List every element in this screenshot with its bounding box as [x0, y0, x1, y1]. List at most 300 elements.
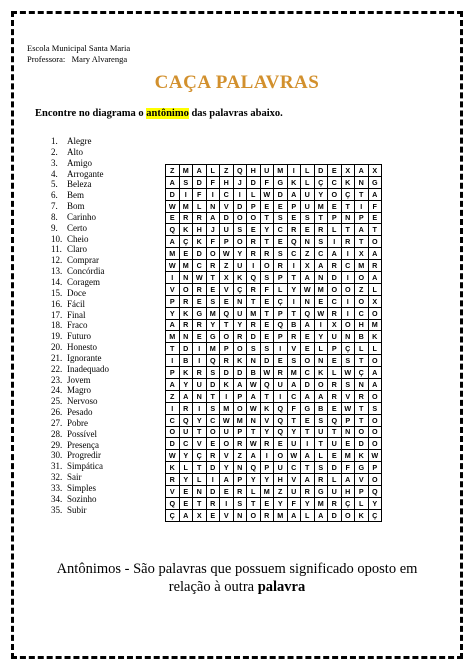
- grid-cell[interactable]: P: [355, 486, 369, 498]
- grid-cell[interactable]: N: [179, 272, 193, 284]
- grid-cell[interactable]: R: [274, 260, 288, 272]
- grid-cell[interactable]: A: [247, 450, 261, 462]
- grid-cell[interactable]: K: [179, 367, 193, 379]
- grid-cell[interactable]: E: [328, 355, 342, 367]
- grid-cell[interactable]: N: [341, 331, 355, 343]
- grid-cell[interactable]: H: [274, 474, 288, 486]
- grid-cell[interactable]: P: [166, 367, 180, 379]
- grid-cell[interactable]: C: [193, 260, 207, 272]
- grid-cell[interactable]: B: [247, 367, 261, 379]
- grid-cell[interactable]: W: [247, 379, 261, 391]
- grid-cell[interactable]: R: [233, 438, 247, 450]
- grid-cell[interactable]: O: [341, 509, 355, 521]
- grid-cell[interactable]: Ç: [341, 343, 355, 355]
- grid-cell[interactable]: A: [368, 248, 382, 260]
- grid-cell[interactable]: A: [287, 188, 301, 200]
- grid-cell[interactable]: M: [314, 200, 328, 212]
- grid-cell[interactable]: Y: [247, 474, 261, 486]
- grid-cell[interactable]: O: [355, 426, 369, 438]
- grid-cell[interactable]: N: [314, 355, 328, 367]
- grid-cell[interactable]: E: [314, 295, 328, 307]
- grid-cell[interactable]: R: [260, 248, 274, 260]
- grid-cell[interactable]: Z: [233, 450, 247, 462]
- grid-cell[interactable]: D: [274, 188, 288, 200]
- grid-cell[interactable]: R: [328, 260, 342, 272]
- grid-cell[interactable]: U: [179, 426, 193, 438]
- grid-cell[interactable]: I: [233, 188, 247, 200]
- grid-cell[interactable]: T: [314, 212, 328, 224]
- grid-cell[interactable]: Y: [179, 450, 193, 462]
- grid-cell[interactable]: A: [355, 165, 369, 177]
- grid-cell[interactable]: D: [206, 486, 220, 498]
- grid-cell[interactable]: A: [287, 509, 301, 521]
- grid-cell[interactable]: R: [220, 355, 234, 367]
- grid-cell[interactable]: P: [233, 474, 247, 486]
- grid-cell[interactable]: P: [287, 200, 301, 212]
- grid-cell[interactable]: V: [355, 474, 369, 486]
- grid-cell[interactable]: C: [220, 188, 234, 200]
- grid-cell[interactable]: Ç: [274, 295, 288, 307]
- grid-cell[interactable]: R: [314, 474, 328, 486]
- grid-cell[interactable]: O: [368, 236, 382, 248]
- grid-cell[interactable]: Y: [314, 331, 328, 343]
- grid-cell[interactable]: A: [328, 248, 342, 260]
- grid-cell[interactable]: D: [247, 176, 261, 188]
- grid-cell[interactable]: M: [287, 367, 301, 379]
- grid-cell[interactable]: A: [314, 509, 328, 521]
- grid-cell[interactable]: T: [368, 224, 382, 236]
- grid-cell[interactable]: E: [301, 414, 315, 426]
- grid-cell[interactable]: I: [247, 260, 261, 272]
- grid-cell[interactable]: K: [233, 272, 247, 284]
- grid-cell[interactable]: F: [206, 176, 220, 188]
- grid-cell[interactable]: T: [260, 212, 274, 224]
- grid-cell[interactable]: O: [328, 283, 342, 295]
- grid-cell[interactable]: B: [355, 331, 369, 343]
- grid-cell[interactable]: Z: [166, 390, 180, 402]
- grid-cell[interactable]: S: [179, 176, 193, 188]
- grid-cell[interactable]: D: [179, 343, 193, 355]
- grid-cell[interactable]: A: [301, 272, 315, 284]
- grid-cell[interactable]: O: [355, 295, 369, 307]
- grid-cell[interactable]: E: [274, 438, 288, 450]
- grid-cell[interactable]: R: [274, 367, 288, 379]
- grid-cell[interactable]: Ç: [193, 450, 207, 462]
- grid-cell[interactable]: Y: [233, 248, 247, 260]
- grid-cell[interactable]: G: [193, 307, 207, 319]
- grid-cell[interactable]: I: [355, 200, 369, 212]
- grid-cell[interactable]: O: [355, 272, 369, 284]
- grid-cell[interactable]: O: [166, 426, 180, 438]
- grid-cell[interactable]: Y: [287, 283, 301, 295]
- grid-cell[interactable]: I: [287, 295, 301, 307]
- grid-cell[interactable]: U: [301, 200, 315, 212]
- grid-cell[interactable]: T: [193, 426, 207, 438]
- grid-cell[interactable]: K: [355, 509, 369, 521]
- grid-cell[interactable]: C: [287, 390, 301, 402]
- grid-cell[interactable]: C: [328, 295, 342, 307]
- grid-cell[interactable]: O: [368, 474, 382, 486]
- grid-cell[interactable]: Q: [274, 414, 288, 426]
- grid-cell[interactable]: E: [206, 509, 220, 521]
- grid-cell[interactable]: M: [166, 331, 180, 343]
- grid-cell[interactable]: P: [220, 343, 234, 355]
- grid-cell[interactable]: W: [368, 450, 382, 462]
- grid-cell[interactable]: X: [368, 295, 382, 307]
- grid-cell[interactable]: A: [166, 379, 180, 391]
- grid-cell[interactable]: L: [328, 224, 342, 236]
- grid-cell[interactable]: K: [314, 367, 328, 379]
- grid-cell[interactable]: D: [301, 379, 315, 391]
- grid-cell[interactable]: U: [328, 486, 342, 498]
- grid-cell[interactable]: L: [193, 474, 207, 486]
- grid-cell[interactable]: S: [301, 212, 315, 224]
- grid-cell[interactable]: N: [355, 379, 369, 391]
- grid-cell[interactable]: C: [287, 248, 301, 260]
- grid-cell[interactable]: E: [328, 165, 342, 177]
- grid-cell[interactable]: E: [301, 224, 315, 236]
- grid-cell[interactable]: D: [193, 176, 207, 188]
- grid-cell[interactable]: R: [206, 260, 220, 272]
- grid-cell[interactable]: I: [166, 355, 180, 367]
- grid-cell[interactable]: Ç: [368, 509, 382, 521]
- grid-cell[interactable]: Y: [233, 319, 247, 331]
- grid-cell[interactable]: I: [328, 236, 342, 248]
- grid-cell[interactable]: E: [368, 212, 382, 224]
- grid-cell[interactable]: F: [260, 283, 274, 295]
- grid-cell[interactable]: A: [287, 379, 301, 391]
- grid-cell[interactable]: A: [193, 165, 207, 177]
- grid-cell[interactable]: P: [233, 390, 247, 402]
- grid-cell[interactable]: R: [179, 212, 193, 224]
- grid-cell[interactable]: U: [274, 462, 288, 474]
- grid-cell[interactable]: Y: [179, 474, 193, 486]
- grid-cell[interactable]: A: [166, 319, 180, 331]
- grid-cell[interactable]: M: [179, 200, 193, 212]
- grid-cell[interactable]: X: [328, 319, 342, 331]
- grid-cell[interactable]: S: [314, 414, 328, 426]
- grid-cell[interactable]: A: [233, 379, 247, 391]
- grid-cell[interactable]: O: [368, 438, 382, 450]
- grid-cell[interactable]: I: [193, 343, 207, 355]
- grid-cell[interactable]: B: [314, 402, 328, 414]
- grid-cell[interactable]: R: [206, 450, 220, 462]
- grid-cell[interactable]: R: [193, 283, 207, 295]
- grid-cell[interactable]: M: [314, 497, 328, 509]
- grid-cell[interactable]: D: [328, 509, 342, 521]
- grid-cell[interactable]: V: [220, 283, 234, 295]
- grid-cell[interactable]: M: [233, 414, 247, 426]
- grid-cell[interactable]: K: [260, 402, 274, 414]
- grid-cell[interactable]: H: [220, 176, 234, 188]
- grid-cell[interactable]: E: [260, 295, 274, 307]
- grid-cell[interactable]: W: [247, 402, 261, 414]
- grid-cell[interactable]: I: [274, 343, 288, 355]
- grid-cell[interactable]: O: [341, 283, 355, 295]
- grid-cell[interactable]: E: [274, 200, 288, 212]
- grid-cell[interactable]: R: [328, 307, 342, 319]
- grid-cell[interactable]: X: [341, 165, 355, 177]
- grid-cell[interactable]: S: [274, 248, 288, 260]
- grid-cell[interactable]: S: [247, 343, 261, 355]
- grid-cell[interactable]: Z: [166, 165, 180, 177]
- grid-cell[interactable]: T: [247, 497, 261, 509]
- grid-cell[interactable]: T: [193, 497, 207, 509]
- grid-cell[interactable]: G: [314, 486, 328, 498]
- grid-cell[interactable]: Y: [260, 474, 274, 486]
- grid-cell[interactable]: W: [247, 438, 261, 450]
- grid-cell[interactable]: E: [260, 200, 274, 212]
- grid-cell[interactable]: I: [220, 497, 234, 509]
- grid-cell[interactable]: Q: [166, 497, 180, 509]
- grid-cell[interactable]: M: [368, 319, 382, 331]
- grid-cell[interactable]: P: [328, 343, 342, 355]
- grid-cell[interactable]: V: [260, 414, 274, 426]
- grid-cell[interactable]: Q: [166, 224, 180, 236]
- grid-cell[interactable]: L: [247, 188, 261, 200]
- grid-cell[interactable]: S: [206, 367, 220, 379]
- grid-cell[interactable]: Y: [206, 319, 220, 331]
- grid-cell[interactable]: N: [233, 295, 247, 307]
- grid-cell[interactable]: U: [274, 379, 288, 391]
- grid-cell[interactable]: D: [260, 355, 274, 367]
- grid-cell[interactable]: Z: [274, 486, 288, 498]
- grid-cell[interactable]: X: [355, 248, 369, 260]
- grid-cell[interactable]: T: [260, 236, 274, 248]
- grid-cell[interactable]: M: [166, 248, 180, 260]
- grid-cell[interactable]: G: [355, 462, 369, 474]
- grid-cell[interactable]: A: [368, 367, 382, 379]
- grid-cell[interactable]: W: [341, 402, 355, 414]
- grid-cell[interactable]: T: [328, 426, 342, 438]
- grid-cell[interactable]: I: [220, 390, 234, 402]
- grid-cell[interactable]: U: [287, 438, 301, 450]
- grid-cell[interactable]: Y: [260, 426, 274, 438]
- grid-cell[interactable]: Y: [274, 497, 288, 509]
- grid-cell[interactable]: Ç: [355, 367, 369, 379]
- grid-cell[interactable]: M: [260, 486, 274, 498]
- grid-cell[interactable]: N: [179, 331, 193, 343]
- grid-cell[interactable]: Ç: [166, 509, 180, 521]
- grid-cell[interactable]: V: [193, 438, 207, 450]
- grid-cell[interactable]: I: [341, 272, 355, 284]
- grid-cell[interactable]: S: [206, 295, 220, 307]
- grid-cell[interactable]: C: [301, 367, 315, 379]
- grid-cell[interactable]: A: [355, 224, 369, 236]
- grid-cell[interactable]: T: [166, 343, 180, 355]
- grid-cell[interactable]: U: [328, 438, 342, 450]
- grid-cell[interactable]: N: [247, 414, 261, 426]
- grid-cell[interactable]: O: [274, 450, 288, 462]
- grid-cell[interactable]: T: [287, 272, 301, 284]
- grid-cell[interactable]: D: [328, 272, 342, 284]
- grid-cell[interactable]: O: [206, 426, 220, 438]
- grid-cell[interactable]: D: [220, 367, 234, 379]
- grid-cell[interactable]: E: [220, 486, 234, 498]
- grid-cell[interactable]: Y: [166, 307, 180, 319]
- grid-cell[interactable]: R: [179, 319, 193, 331]
- grid-cell[interactable]: T: [314, 438, 328, 450]
- grid-cell[interactable]: P: [274, 331, 288, 343]
- grid-cell[interactable]: R: [328, 497, 342, 509]
- grid-cell[interactable]: X: [193, 509, 207, 521]
- grid-cell[interactable]: I: [274, 390, 288, 402]
- grid-cell[interactable]: E: [274, 355, 288, 367]
- grid-cell[interactable]: T: [206, 390, 220, 402]
- grid-cell[interactable]: W: [314, 307, 328, 319]
- grid-cell[interactable]: Q: [260, 379, 274, 391]
- grid-cell[interactable]: C: [355, 307, 369, 319]
- grid-cell[interactable]: R: [287, 331, 301, 343]
- grid-cell[interactable]: K: [233, 355, 247, 367]
- grid-cell[interactable]: Y: [193, 414, 207, 426]
- grid-cell[interactable]: R: [341, 236, 355, 248]
- grid-cell[interactable]: T: [247, 426, 261, 438]
- grid-cell[interactable]: R: [260, 438, 274, 450]
- grid-cell[interactable]: W: [193, 272, 207, 284]
- grid-cell[interactable]: Ç: [341, 497, 355, 509]
- grid-cell[interactable]: E: [260, 319, 274, 331]
- grid-cell[interactable]: I: [206, 188, 220, 200]
- grid-cell[interactable]: L: [193, 200, 207, 212]
- grid-cell[interactable]: R: [206, 497, 220, 509]
- grid-cell[interactable]: O: [368, 355, 382, 367]
- grid-cell[interactable]: Z: [220, 260, 234, 272]
- grid-cell[interactable]: W: [220, 248, 234, 260]
- grid-cell[interactable]: A: [368, 272, 382, 284]
- grid-cell[interactable]: U: [193, 379, 207, 391]
- grid-cell[interactable]: W: [166, 200, 180, 212]
- grid-cell[interactable]: S: [260, 343, 274, 355]
- grid-cell[interactable]: D: [166, 188, 180, 200]
- grid-cell[interactable]: S: [314, 462, 328, 474]
- grid-cell[interactable]: O: [368, 414, 382, 426]
- grid-cell[interactable]: R: [166, 474, 180, 486]
- grid-cell[interactable]: I: [193, 402, 207, 414]
- grid-cell[interactable]: P: [274, 272, 288, 284]
- grid-cell[interactable]: R: [193, 212, 207, 224]
- grid-cell[interactable]: O: [206, 248, 220, 260]
- grid-cell[interactable]: T: [355, 414, 369, 426]
- grid-cell[interactable]: F: [287, 497, 301, 509]
- grid-cell[interactable]: T: [355, 236, 369, 248]
- grid-cell[interactable]: D: [328, 462, 342, 474]
- grid-cell[interactable]: H: [247, 165, 261, 177]
- grid-cell[interactable]: A: [301, 450, 315, 462]
- grid-cell[interactable]: G: [274, 176, 288, 188]
- grid-cell[interactable]: F: [368, 200, 382, 212]
- grid-cell[interactable]: W: [166, 260, 180, 272]
- grid-cell[interactable]: S: [233, 224, 247, 236]
- grid-cell[interactable]: K: [179, 307, 193, 319]
- grid-cell[interactable]: Y: [314, 188, 328, 200]
- grid-cell[interactable]: U: [233, 260, 247, 272]
- grid-cell[interactable]: N: [206, 200, 220, 212]
- grid-cell[interactable]: V: [287, 343, 301, 355]
- grid-cell[interactable]: K: [368, 331, 382, 343]
- grid-cell[interactable]: W: [260, 188, 274, 200]
- grid-cell[interactable]: Q: [233, 165, 247, 177]
- grid-cell[interactable]: R: [328, 379, 342, 391]
- grid-cell[interactable]: Q: [368, 486, 382, 498]
- grid-cell[interactable]: P: [220, 236, 234, 248]
- grid-cell[interactable]: Q: [206, 355, 220, 367]
- grid-cell[interactable]: Ç: [314, 176, 328, 188]
- grid-cell[interactable]: S: [274, 212, 288, 224]
- grid-cell[interactable]: Ç: [233, 283, 247, 295]
- grid-cell[interactable]: C: [179, 438, 193, 450]
- grid-cell[interactable]: E: [220, 295, 234, 307]
- grid-cell[interactable]: M: [274, 509, 288, 521]
- grid-cell[interactable]: N: [233, 462, 247, 474]
- grid-cell[interactable]: Q: [274, 319, 288, 331]
- grid-cell[interactable]: X: [220, 272, 234, 284]
- grid-cell[interactable]: R: [301, 486, 315, 498]
- grid-cell[interactable]: G: [301, 402, 315, 414]
- grid-cell[interactable]: I: [260, 450, 274, 462]
- grid-cell[interactable]: L: [301, 176, 315, 188]
- grid-cell[interactable]: T: [341, 224, 355, 236]
- grid-cell[interactable]: B: [179, 355, 193, 367]
- grid-cell[interactable]: Z: [220, 165, 234, 177]
- grid-cell[interactable]: P: [328, 212, 342, 224]
- grid-cell[interactable]: Q: [274, 402, 288, 414]
- grid-cell[interactable]: R: [260, 509, 274, 521]
- grid-cell[interactable]: L: [179, 462, 193, 474]
- grid-cell[interactable]: K: [355, 450, 369, 462]
- grid-cell[interactable]: Z: [355, 283, 369, 295]
- grid-cell[interactable]: H: [341, 486, 355, 498]
- grid-cell[interactable]: Y: [220, 462, 234, 474]
- grid-cell[interactable]: K: [193, 236, 207, 248]
- grid-cell[interactable]: L: [355, 343, 369, 355]
- grid-cell[interactable]: P: [247, 200, 261, 212]
- grid-cell[interactable]: I: [166, 272, 180, 284]
- grid-cell[interactable]: C: [166, 414, 180, 426]
- grid-cell[interactable]: A: [179, 509, 193, 521]
- grid-cell[interactable]: E: [179, 486, 193, 498]
- grid-cell[interactable]: R: [247, 319, 261, 331]
- grid-cell[interactable]: I: [301, 438, 315, 450]
- grid-cell[interactable]: T: [287, 414, 301, 426]
- grid-cell[interactable]: R: [233, 331, 247, 343]
- grid-cell[interactable]: L: [314, 343, 328, 355]
- grid-cell[interactable]: C: [314, 248, 328, 260]
- grid-cell[interactable]: L: [314, 450, 328, 462]
- grid-cell[interactable]: Q: [328, 414, 342, 426]
- grid-cell[interactable]: Q: [274, 426, 288, 438]
- grid-cell[interactable]: W: [220, 414, 234, 426]
- grid-cell[interactable]: B: [287, 319, 301, 331]
- grid-cell[interactable]: K: [287, 176, 301, 188]
- grid-cell[interactable]: E: [328, 200, 342, 212]
- grid-cell[interactable]: F: [287, 402, 301, 414]
- grid-cell[interactable]: A: [301, 390, 315, 402]
- grid-cell[interactable]: S: [341, 355, 355, 367]
- grid-cell[interactable]: E: [328, 402, 342, 414]
- grid-cell[interactable]: O: [368, 307, 382, 319]
- grid-cell[interactable]: Y: [287, 426, 301, 438]
- grid-cell[interactable]: K: [220, 379, 234, 391]
- grid-cell[interactable]: C: [206, 414, 220, 426]
- grid-cell[interactable]: U: [328, 331, 342, 343]
- grid-cell[interactable]: U: [233, 307, 247, 319]
- grid-cell[interactable]: J: [206, 224, 220, 236]
- grid-cell[interactable]: M: [341, 450, 355, 462]
- grid-cell[interactable]: M: [179, 165, 193, 177]
- grid-cell[interactable]: V: [166, 283, 180, 295]
- grid-cell[interactable]: V: [220, 200, 234, 212]
